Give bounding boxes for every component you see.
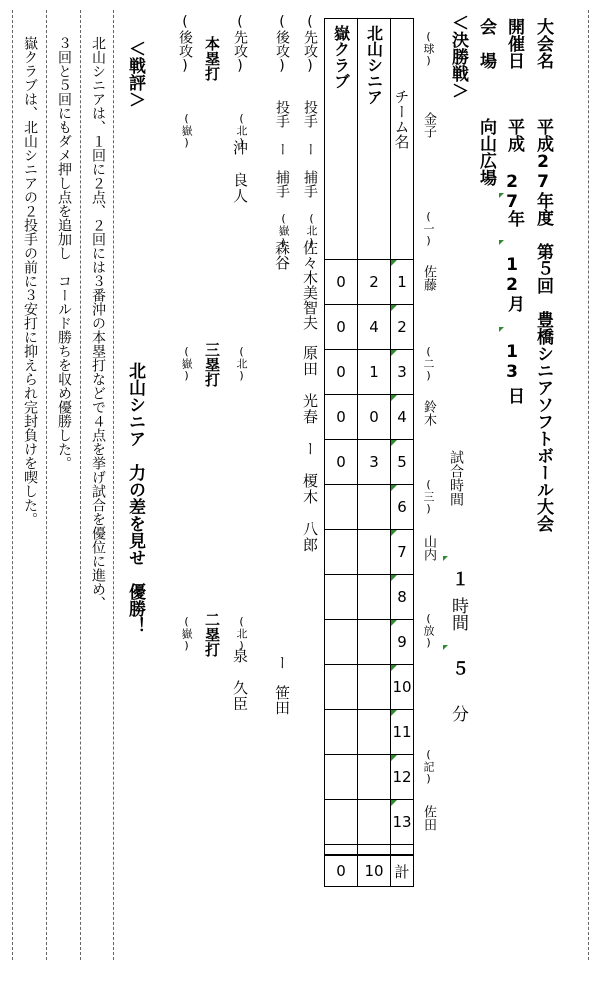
review-line-1: 北山シニアは、１回に２点、２回には３番沖の本塁打などで４点を挙げ試合を優位に進め、 [90,36,106,610]
inning-number [391,440,414,485]
battery-first-side: (先攻) [302,14,318,74]
marker-triangle [391,620,397,626]
inning-number [391,305,414,350]
venue-label: 会 場 [476,18,496,69]
game-time-hours: １ [448,570,468,587]
inning-row [325,800,414,845]
score-cell [358,710,391,755]
inning-label: 11 [392,723,412,741]
review-line-3: 嶽クラブは、北山シニアの２投手の前に３安打に抑えられ完封負けを喫した。 [22,36,38,526]
score-cell [358,485,391,530]
hr-player: 沖 良人 [231,140,249,204]
date-label: 開催日 [504,18,524,69]
inning-label: 8 [397,588,407,606]
date-year-unit: 年 [504,210,524,227]
umpire-first-mark: (一) [422,210,435,247]
umpire-first: 佐藤 [421,265,436,291]
battery-second-team-mark: (嶽) [277,212,290,249]
team-header-cell [391,19,414,260]
hr-team-mark: (北) [235,112,248,149]
team-header-label: チーム名 [392,89,411,149]
score-cell: 4 [358,305,391,350]
inning-label: 7 [397,543,407,561]
umpire-second-mark: (二) [422,345,435,382]
double-opp-mark: (嶽) [180,615,193,652]
divider-review-3 [113,10,114,960]
scoreboard-table [324,18,414,887]
inning-row [325,485,414,530]
marker-triangle [391,305,397,311]
marker-triangle [391,485,397,491]
score-cell: 0 [325,395,358,440]
inning-label: 6 [397,498,407,516]
date-year: 27 [502,172,522,212]
marker-triangle [499,193,504,198]
divider-review-1 [46,10,47,960]
double-player: 泉 久臣 [231,648,249,712]
score-cell [325,800,358,845]
team-name-cell [358,19,391,260]
score-cell: 0 [358,395,391,440]
score-cell [358,665,391,710]
spacer-cell [358,845,391,856]
marker-triangle [391,260,397,266]
inning-number [391,260,414,305]
inning-row [325,260,414,305]
score-cell [325,710,358,755]
umpire-recorder: 佐田 [421,805,436,831]
score-cell: 1 [358,350,391,395]
date-era: 平成 [504,118,524,152]
score-cell [325,485,358,530]
team-name: 北山シニア [364,25,384,105]
date-day: 13 [502,342,522,382]
score-cell [325,665,358,710]
score-cell: 2 [358,260,391,305]
battery-second-role: 投手 ー 捕手 [274,100,290,198]
score-cell [358,575,391,620]
tournament-label: 大会名 [533,18,553,69]
date-month-unit: 月 [504,295,524,312]
divider-right [588,10,589,960]
inning-label: 1 [397,273,407,291]
date-month: 12 [502,255,522,295]
marker-triangle [391,440,397,446]
inning-row [325,620,414,665]
score-cell [325,755,358,800]
inning-number [391,530,414,575]
inning-number [391,710,414,755]
inning-row [325,665,414,710]
double-label: 二塁打 [203,612,221,657]
triple-team-mark: (北) [235,345,248,382]
inning-label: 2 [397,318,407,336]
spacer-cell [391,845,414,856]
divider-review-left [12,10,13,960]
review-headline: 北山シニア 力の差を見せ 優勝！ [125,362,145,634]
inning-label: 3 [397,363,407,381]
umpire-recorder-mark: (記) [422,748,435,785]
total-cell: 0 [325,855,358,887]
score-cell [358,755,391,800]
score-cell: 0 [325,260,358,305]
inning-label: 9 [397,633,407,651]
marker-triangle [391,350,397,356]
inning-label: 13 [392,813,412,831]
inning-number [391,620,414,665]
inning-label: 10 [392,678,412,696]
total-label: 計 [391,855,414,887]
score-cell: 0 [325,305,358,350]
triple-opp-mark: (嶽) [180,345,193,382]
marker-triangle [391,800,397,806]
umpire-release-mark: (放) [422,612,435,649]
umpire-third-mark: (三) [422,478,435,515]
battery-first-pitcher: 佐々木美智夫 [301,240,319,330]
marker-triangle [443,645,448,650]
battery-second-side: (後攻) [274,14,290,74]
inning-row [325,350,414,395]
inning-label: 12 [392,768,412,786]
inning-row [325,305,414,350]
game-time-label: 試合時間 [448,450,464,506]
review-line-2: ３回と５回にもダメ押し点を追加し コールド勝ちを収め優勝した。 [56,36,72,470]
hr-label: 本塁打 [203,36,221,81]
score-cell: 0 [325,440,358,485]
hits-first-side: (先攻) [232,14,248,74]
marker-triangle [391,395,397,401]
battery-first-role: 投手 ー 捕手 [302,100,318,198]
hits-second-side: (後攻) [177,14,193,74]
venue-name: 向山広場 [476,118,496,186]
score-cell [358,530,391,575]
marker-triangle [391,755,397,761]
team-name-cell [325,19,358,260]
inning-label: 5 [397,453,407,471]
score-cell [358,620,391,665]
game-title: ＜決勝戦＞ [448,14,468,99]
marker-triangle [391,665,397,671]
game-time-minutes-unit: 分 [448,705,468,722]
score-cell [325,575,358,620]
inning-number [391,800,414,845]
score-cell [325,620,358,665]
inning-row [325,710,414,755]
triple-label: 三塁打 [203,342,221,387]
umpire-second: 鈴木 [421,400,436,426]
total-cell: 10 [358,855,391,887]
score-cell: 0 [325,350,358,395]
game-time-minutes: ５ [448,660,468,677]
inning-number [391,485,414,530]
score-cell: 3 [358,440,391,485]
inning-row [325,395,414,440]
marker-triangle [391,710,397,716]
score-cell [358,800,391,845]
inning-label: 4 [397,408,407,426]
battery-first-team-mark: (北) [305,212,318,249]
divider-review-2 [80,10,81,960]
marker-triangle [499,327,504,332]
marker-triangle [499,240,504,245]
battery-second-catchers: ー 笹田 [273,655,291,715]
double-team-mark: (北) [235,615,248,652]
date-day-unit: 日 [504,387,524,404]
umpire-plate: 金子 [421,112,436,138]
umpire-third: 山内 [421,535,436,561]
umpire-plate-mark: (球) [422,30,435,67]
inning-number [391,575,414,620]
marker-triangle [391,575,397,581]
marker-triangle [443,556,448,561]
battery-first-catchers: 原田 光春 ー 榎木 八郎 [301,345,319,553]
score-cell [325,530,358,575]
inning-row [325,530,414,575]
inning-row [325,575,414,620]
inning-number [391,395,414,440]
team-name: 嶽クラブ [331,25,351,89]
tournament-name: 平成27年度 第５回 豊橋シニアソフトボール大会 [533,118,553,532]
inning-number [391,665,414,710]
game-time-hours-unit: 時間 [448,597,468,631]
battery-second-pitcher: 森谷 [273,240,291,270]
inning-row [325,440,414,485]
spacer-cell [325,845,358,856]
hr-opp-mark: (嶽) [180,112,193,149]
inning-number [391,755,414,800]
marker-triangle [391,530,397,536]
review-title: ＜戦評＞ [125,40,145,108]
inning-row [325,755,414,800]
inning-number [391,350,414,395]
